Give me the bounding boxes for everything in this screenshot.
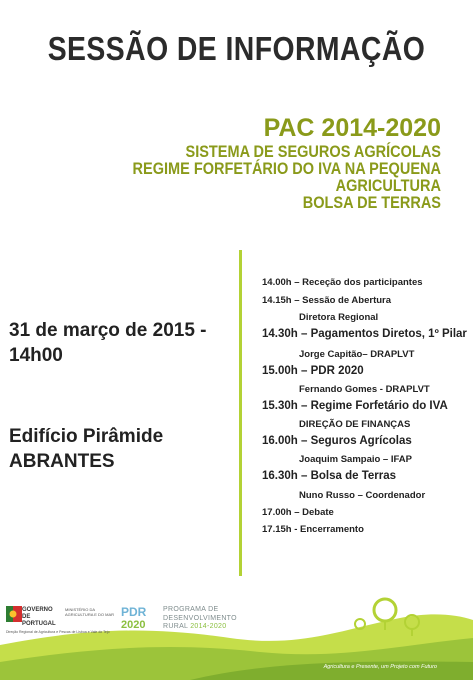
- agenda-speaker: Diretora Regional: [299, 312, 379, 323]
- agenda-item: 17.00h – Debate: [262, 507, 334, 518]
- ministry-text: MINISTÉRIO DA AGRICULTURA E DO MAR: [65, 607, 115, 617]
- program-title: PAC 2014-2020: [263, 114, 441, 142]
- agenda-item: 14.00h – Receção dos participantes: [262, 277, 423, 288]
- event-venue: Edifício Pirâmide: [9, 426, 164, 447]
- program-block: [0, 112, 441, 212]
- agenda-item: 17.15h - Encerramento: [262, 524, 364, 535]
- agenda-speaker: Joaquim Sampaio – IFAP: [299, 454, 412, 465]
- svg-text:2020: 2020: [121, 619, 146, 630]
- program-line-2: REGIME FORFETÁRIO DO IVA NA PEQUENA AGRICULTURA: [132, 160, 442, 195]
- event-place: [9, 424, 163, 474]
- agenda-speaker: Nuno Russo – Coordenador: [299, 490, 426, 501]
- agenda-speaker: Jorge Capitão– DRAPLVT: [299, 349, 415, 360]
- event-date-line1: 31 de março de 2015 -: [9, 320, 207, 341]
- agenda-item: 16.30h – Bolsa de Terras: [262, 470, 397, 482]
- agenda-item: 15.30h – Regime Forfetário do IVA: [262, 400, 448, 412]
- regional-directorate-text: Direção Regional de Agricultura e Pescas de Lisboa e Vale do Tejo: [6, 630, 110, 634]
- agenda-speaker: Fernando Gomes - DRAPLVT: [299, 384, 430, 395]
- agenda-item: 14.30h – Pagamentos Diretos, 1º Pilar: [262, 328, 467, 340]
- pdr-text: PROGRAMA DE DESENVOLVIMENTO RURAL 2014-2020: [163, 606, 237, 630]
- program-line-1: SISTEMA DE SEGUROS AGRÍCOLAS: [185, 143, 441, 161]
- gov-logo-text: GOVERNO DE PORTUGAL: [22, 607, 56, 627]
- agenda-item: 15.00h – PDR 2020: [262, 365, 364, 377]
- agenda-item: 14.15h – Sessão de Abertura: [262, 295, 392, 306]
- agenda-speaker: DIREÇÃO DE FINANÇAS: [299, 419, 411, 430]
- program-line-3: BOLSA DE TERRAS: [302, 194, 441, 212]
- portugal-flag-icon: [6, 606, 22, 622]
- page-title: SESSÃO DE INFORMAÇÃO: [47, 30, 426, 67]
- event-time: 14h00: [9, 345, 63, 366]
- slogan: Agricultura e Presente, um Projeto com Futuro: [323, 664, 437, 670]
- event-date: [9, 318, 229, 368]
- divider-line: [239, 250, 242, 576]
- svg-text:PDR: PDR: [121, 605, 147, 619]
- agenda-item: 16.00h – Seguros Agrícolas: [262, 435, 412, 447]
- pdr-2020-logo-icon: [120, 604, 158, 630]
- event-city: ABRANTES: [9, 451, 115, 472]
